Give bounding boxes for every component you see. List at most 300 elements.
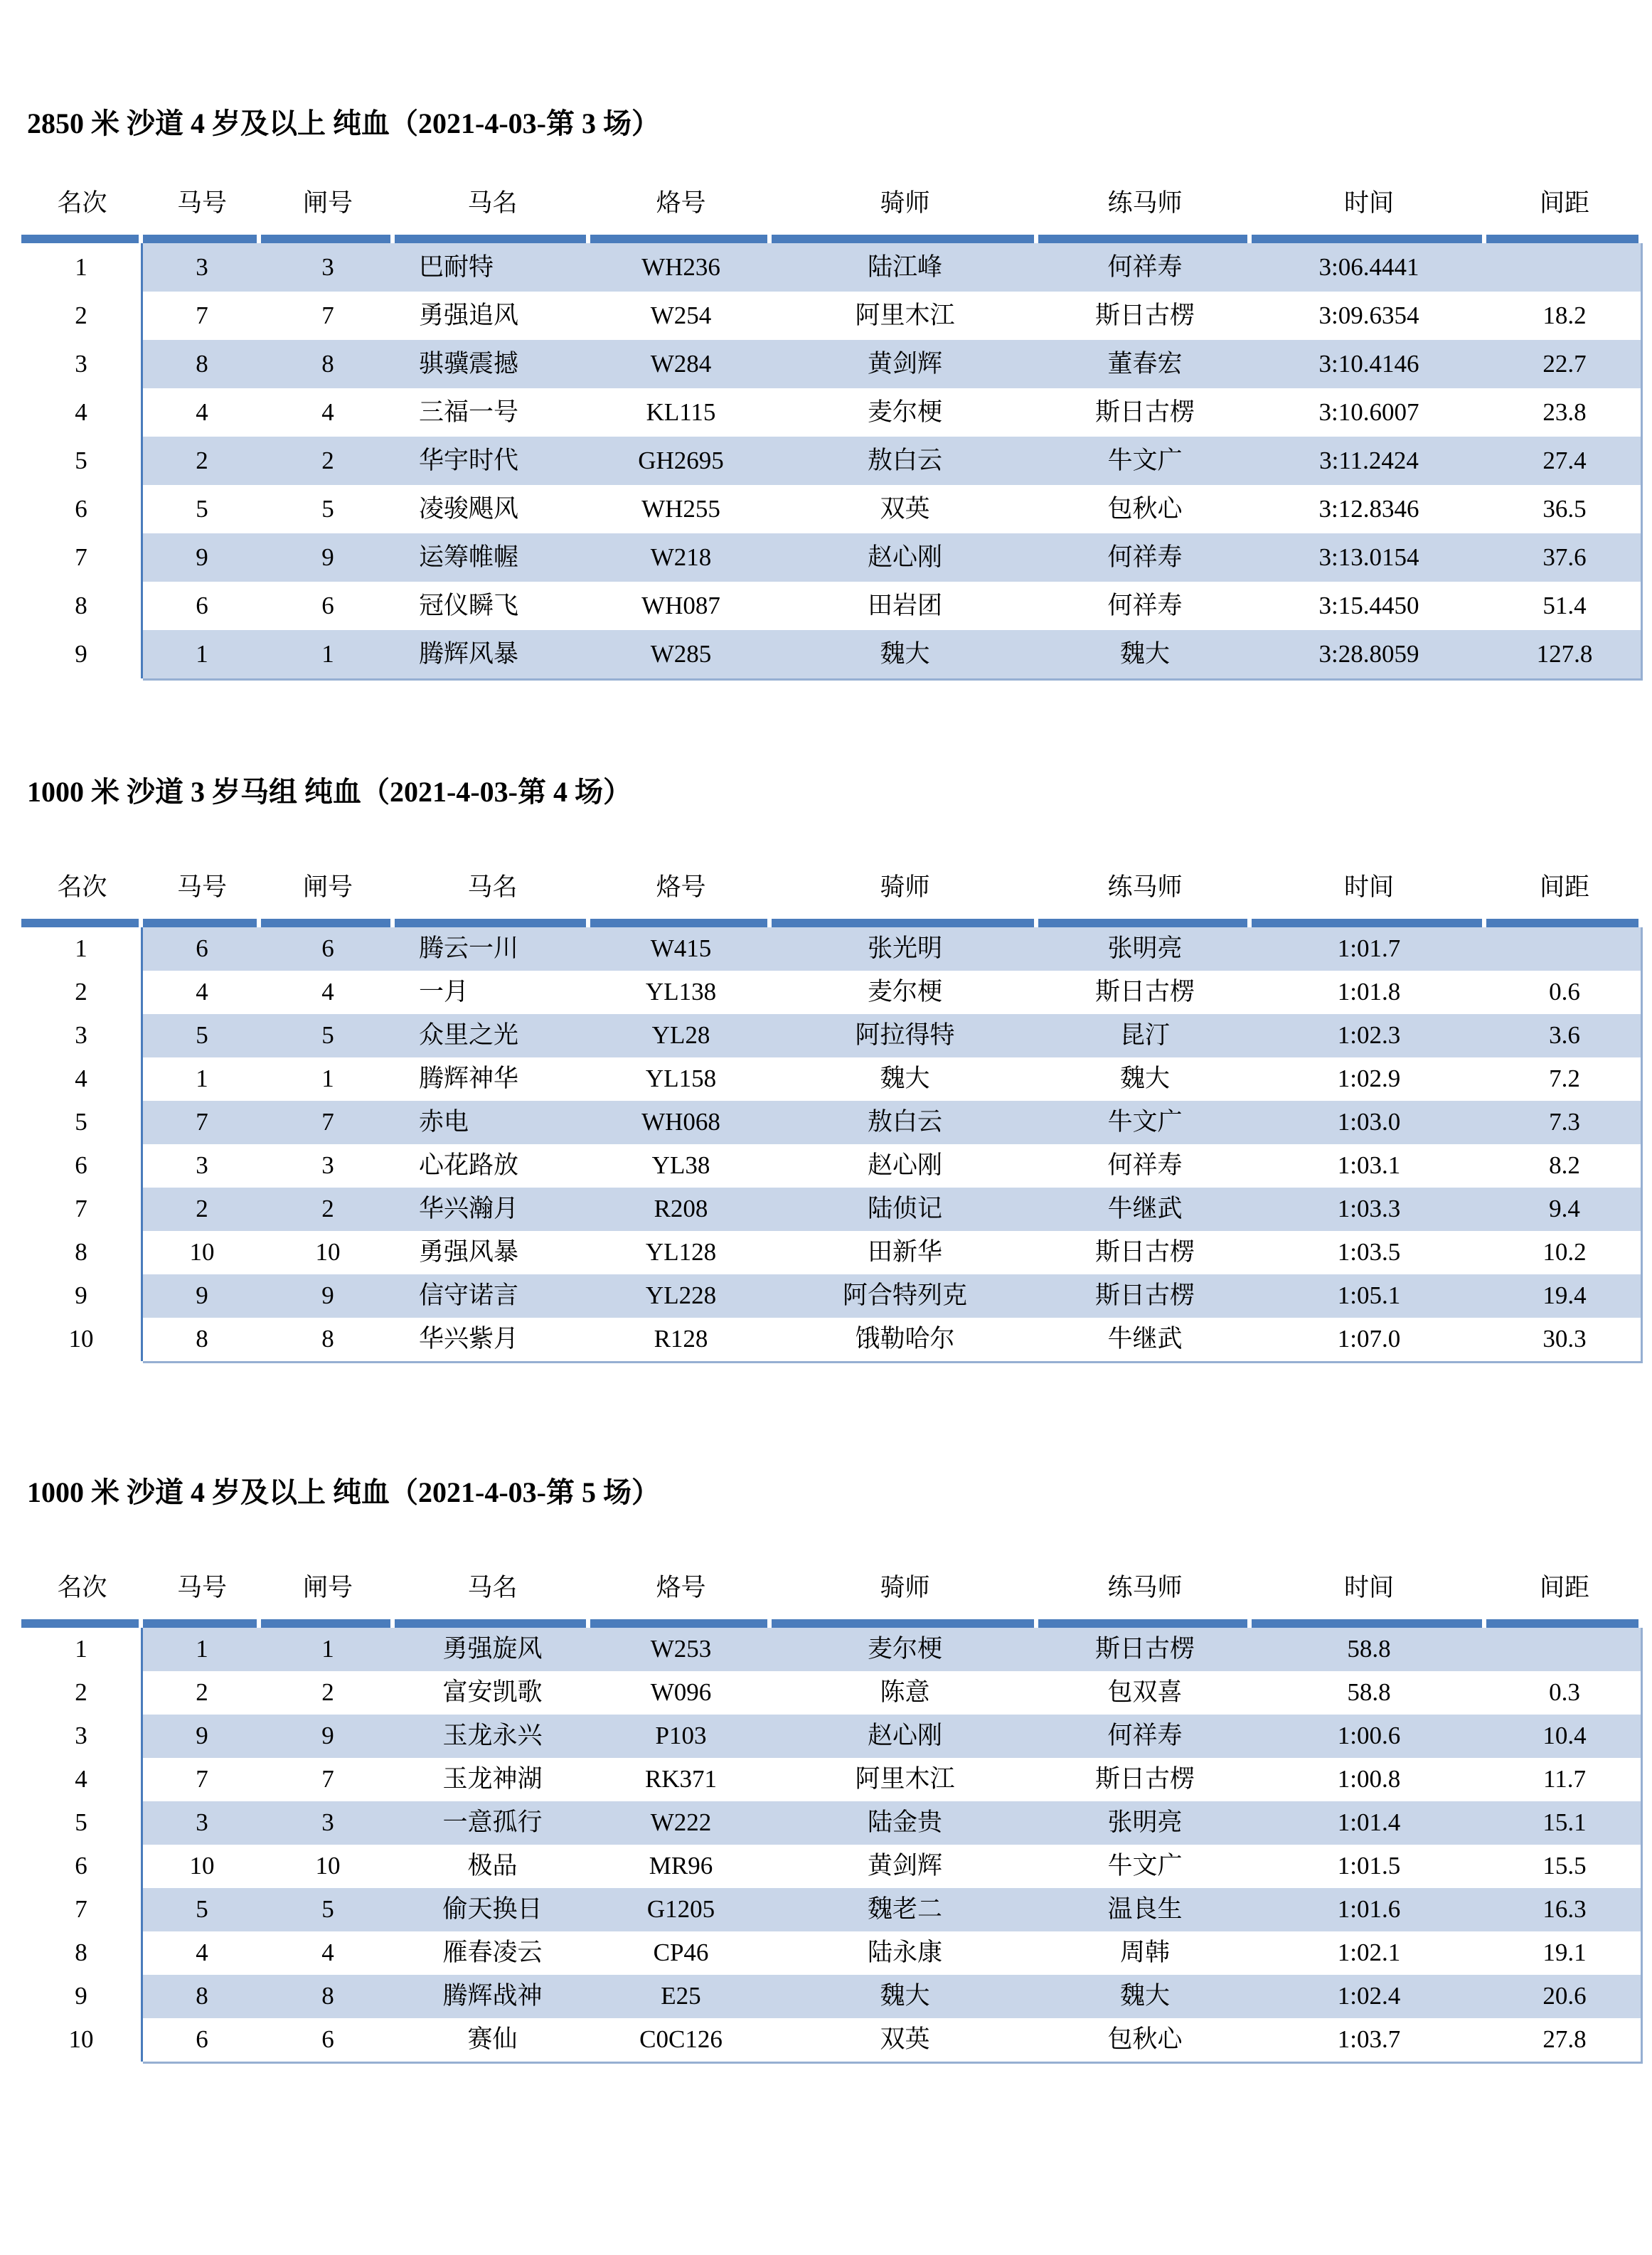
table-row — [21, 485, 1643, 533]
row-data-cells — [141, 243, 1643, 292]
cell-jockey: 敖白云 — [867, 446, 942, 474]
column-header-margin: 间距 — [1539, 1574, 1589, 1601]
row-data-cells — [141, 630, 1643, 678]
column-header-jockey: 骑师 — [880, 189, 930, 217]
cell-horse-number: 4 — [196, 978, 208, 1006]
cell-rank: 9 — [75, 639, 87, 668]
cell-rank: 1 — [75, 934, 87, 963]
cell-brand-number: WH255 — [641, 494, 720, 523]
cell-jockey: 阿里木江 — [855, 301, 955, 329]
top-border-segment — [772, 919, 1034, 927]
cell-gate-number: 1 — [321, 1635, 334, 1663]
cell-jockey: 魏大 — [880, 1065, 930, 1093]
cell-margin: 37.6 — [1542, 543, 1587, 571]
cell-rank: 5 — [75, 446, 87, 474]
top-border-segment — [590, 1619, 767, 1628]
cell-horse-name: 玉龙神湖 — [442, 1765, 543, 1793]
cell-horse-name: 骐骥震撼 — [419, 349, 519, 378]
cell-brand-number: W415 — [650, 934, 712, 963]
cell-horse-name: 极品 — [467, 1852, 518, 1880]
table-row — [21, 243, 1643, 292]
row-data-cells — [141, 1715, 1643, 1758]
column-header-trainer: 练马师 — [1107, 1574, 1183, 1601]
cell-trainer: 包双喜 — [1107, 1678, 1183, 1707]
cell-time: 1:05.1 — [1337, 1281, 1401, 1310]
column-header-gate-number: 闸号 — [302, 873, 353, 901]
cell-trainer: 何祥寿 — [1107, 543, 1183, 571]
cell-gate-number: 7 — [321, 301, 334, 329]
cell-horse-number: 5 — [196, 494, 208, 523]
row-data-cells — [141, 1888, 1643, 1931]
row-data-cells — [141, 1057, 1643, 1101]
column-header-horse-name: 马名 — [467, 189, 518, 217]
cell-rank: 9 — [75, 1982, 87, 2010]
table-rows — [21, 243, 1643, 678]
cell-gate-number: 8 — [321, 1982, 334, 2010]
table-right-border — [1641, 927, 1643, 1361]
cell-horse-name: 勇强追风 — [419, 301, 519, 329]
row-data-cells — [141, 1318, 1643, 1361]
cell-gate-number: 6 — [321, 934, 334, 963]
cell-margin: 22.7 — [1542, 349, 1587, 378]
cell-trainer: 牛文广 — [1107, 1108, 1183, 1136]
top-border-segment — [143, 1619, 257, 1628]
cell-margin: 7.2 — [1549, 1065, 1580, 1093]
cell-horse-name: 心花路放 — [419, 1151, 519, 1180]
top-border-segment — [772, 235, 1034, 243]
cell-jockey: 饿勒哈尔 — [855, 1325, 955, 1353]
cell-margin: 27.4 — [1542, 446, 1587, 474]
top-border-segment — [395, 235, 586, 243]
top-border-segment — [1486, 919, 1638, 927]
column-header-gate-number: 闸号 — [302, 189, 353, 217]
cell-jockey: 陆侦记 — [867, 1195, 942, 1223]
cell-horse-number: 3 — [196, 252, 208, 281]
cell-trainer: 魏大 — [1119, 639, 1170, 668]
cell-gate-number: 4 — [321, 978, 334, 1006]
column-header-brand-number: 烙号 — [656, 189, 706, 217]
cell-jockey: 魏老二 — [867, 1895, 942, 1924]
cell-time: 1:01.5 — [1337, 1852, 1401, 1880]
cell-jockey: 阿拉得特 — [855, 1021, 955, 1050]
table-right-border — [1641, 243, 1643, 678]
table-row — [21, 388, 1643, 437]
table-row — [21, 1888, 1643, 1931]
cell-horse-number: 2 — [196, 446, 208, 474]
row-data-cells — [141, 927, 1643, 971]
cell-horse-number: 1 — [196, 639, 208, 668]
cell-horse-number: 1 — [196, 1635, 208, 1663]
cell-gate-number: 2 — [321, 446, 334, 474]
cell-time: 3:28.8059 — [1318, 639, 1419, 668]
row-data-cells — [141, 1758, 1643, 1801]
column-header-rank: 名次 — [57, 189, 107, 217]
cell-horse-name: 勇强旋风 — [442, 1635, 543, 1663]
cell-gate-number: 8 — [321, 1325, 334, 1353]
table-header-row — [21, 1571, 1643, 1605]
cell-trainer: 斯日古楞 — [1094, 1281, 1195, 1310]
cell-gate-number: 5 — [321, 1021, 334, 1050]
cell-trainer: 何祥寿 — [1107, 1722, 1183, 1750]
cell-trainer: 魏大 — [1119, 1065, 1170, 1093]
cell-trainer: 昆汀 — [1119, 1021, 1170, 1050]
column-header-time: 时间 — [1343, 189, 1394, 217]
cell-horse-name: 腾云一川 — [419, 934, 519, 963]
cell-gate-number: 6 — [321, 2025, 334, 2054]
column-header-gate-number: 闸号 — [302, 1574, 353, 1601]
cell-trainer: 斯日古楞 — [1094, 978, 1195, 1006]
cell-margin: 8.2 — [1549, 1151, 1580, 1180]
cell-gate-number: 4 — [321, 1939, 334, 1967]
cell-horse-name: 三福一号 — [419, 398, 519, 426]
cell-brand-number: YL138 — [645, 978, 717, 1006]
column-header-horse-name: 马名 — [467, 873, 518, 901]
column-header-jockey: 骑师 — [880, 873, 930, 901]
cell-horse-name: 凌骏飓风 — [419, 494, 519, 523]
cell-horse-number: 5 — [196, 1895, 208, 1924]
table-top-border — [21, 919, 1643, 927]
row-data-cells — [141, 971, 1643, 1014]
cell-jockey: 麦尔梗 — [867, 978, 942, 1006]
cell-trainer: 何祥寿 — [1107, 252, 1183, 281]
column-header-rank: 名次 — [57, 1574, 107, 1601]
cell-brand-number: WH087 — [641, 591, 720, 619]
cell-time: 1:03.3 — [1337, 1195, 1401, 1223]
top-border-segment — [1038, 1619, 1247, 1628]
cell-margin: 10.2 — [1542, 1238, 1587, 1267]
cell-horse-number: 8 — [196, 1982, 208, 2010]
row-data-cells — [141, 1014, 1643, 1057]
row-data-cells — [141, 1231, 1643, 1274]
table-top-border — [21, 235, 1643, 243]
cell-margin: 0.3 — [1549, 1678, 1580, 1707]
cell-time: 3:09.6354 — [1318, 301, 1419, 329]
cell-time: 3:12.8346 — [1318, 494, 1419, 523]
cell-horse-name: 玉龙永兴 — [442, 1722, 543, 1750]
row-data-cells — [141, 340, 1643, 388]
cell-rank: 4 — [75, 1065, 87, 1093]
cell-rank: 7 — [75, 543, 87, 571]
cell-gate-number: 9 — [321, 1281, 334, 1310]
top-border-segment — [143, 235, 257, 243]
table-row — [21, 1057, 1643, 1101]
cell-rank: 2 — [75, 978, 87, 1006]
cell-trainer: 斯日古楞 — [1094, 398, 1195, 426]
cell-rank: 6 — [75, 1151, 87, 1180]
cell-jockey: 赵心刚 — [867, 543, 942, 571]
row-data-cells — [141, 1188, 1643, 1231]
column-header-trainer: 练马师 — [1107, 873, 1183, 901]
top-border-segment — [1038, 235, 1247, 243]
cell-jockey: 陆永康 — [867, 1939, 942, 1967]
table-row — [21, 533, 1643, 582]
cell-rank: 8 — [75, 1238, 87, 1267]
cell-margin: 23.8 — [1542, 398, 1587, 426]
row-data-cells — [141, 1801, 1643, 1845]
table-row — [21, 1144, 1643, 1188]
cell-gate-number: 10 — [315, 1238, 341, 1267]
cell-horse-name: 赤电 — [419, 1108, 469, 1136]
cell-brand-number: W218 — [650, 543, 712, 571]
cell-rank: 5 — [75, 1108, 87, 1136]
table-bottom-border — [143, 2062, 1643, 2064]
cell-jockey: 陆金贵 — [867, 1808, 942, 1837]
cell-rank: 7 — [75, 1195, 87, 1223]
cell-margin: 19.1 — [1542, 1939, 1587, 1967]
row-data-cells — [141, 1628, 1643, 1671]
table-row — [21, 927, 1643, 971]
cell-gate-number: 8 — [321, 349, 334, 378]
cell-time: 1:02.3 — [1337, 1021, 1401, 1050]
top-border-segment — [395, 1619, 586, 1628]
top-border-segment — [1252, 235, 1482, 243]
column-header-time: 时间 — [1343, 873, 1394, 901]
top-border-segment — [772, 1619, 1034, 1628]
cell-jockey: 魏大 — [880, 1982, 930, 2010]
cell-gate-number: 7 — [321, 1108, 334, 1136]
row-data-cells — [141, 2018, 1643, 2062]
cell-horse-name: 华兴瀚月 — [419, 1195, 519, 1223]
cell-margin: 18.2 — [1542, 301, 1587, 329]
cell-gate-number: 3 — [321, 1808, 334, 1837]
table-row — [21, 1628, 1643, 1671]
cell-time: 58.8 — [1347, 1635, 1391, 1663]
cell-trainer: 魏大 — [1119, 1982, 1170, 2010]
cell-trainer: 斯日古楞 — [1094, 1635, 1195, 1663]
table-row — [21, 1014, 1643, 1057]
cell-gate-number: 5 — [321, 494, 334, 523]
cell-gate-number: 5 — [321, 1895, 334, 1924]
cell-time: 1:03.7 — [1337, 2025, 1401, 2054]
cell-horse-name: 众里之光 — [419, 1021, 519, 1050]
cell-horse-name: 富安凯歌 — [442, 1678, 543, 1707]
column-header-margin: 间距 — [1539, 873, 1589, 901]
cell-margin: 9.4 — [1549, 1195, 1580, 1223]
cell-rank: 6 — [75, 1852, 87, 1880]
cell-brand-number: MR96 — [649, 1852, 713, 1880]
cell-time: 1:01.7 — [1337, 934, 1401, 963]
cell-gate-number: 9 — [321, 543, 334, 571]
column-header-margin: 间距 — [1539, 189, 1589, 217]
cell-brand-number: R128 — [654, 1325, 708, 1353]
cell-margin: 10.4 — [1542, 1722, 1587, 1750]
cell-trainer: 何祥寿 — [1107, 591, 1183, 619]
top-border-segment — [395, 919, 586, 927]
column-header-jockey: 骑师 — [880, 1574, 930, 1601]
table-row — [21, 1975, 1643, 2018]
cell-time: 1:01.6 — [1337, 1895, 1401, 1924]
cell-jockey: 黄剑辉 — [867, 349, 942, 378]
table-row — [21, 437, 1643, 485]
cell-brand-number: W285 — [650, 639, 712, 668]
cell-time: 3:10.6007 — [1318, 398, 1419, 426]
cell-rank: 1 — [75, 252, 87, 281]
cell-brand-number: YL158 — [645, 1065, 717, 1093]
cell-trainer: 斯日古楞 — [1094, 1238, 1195, 1267]
cell-gate-number: 2 — [321, 1195, 334, 1223]
cell-brand-number: W253 — [650, 1635, 712, 1663]
row-data-cells — [141, 292, 1643, 340]
cell-margin: 51.4 — [1542, 591, 1587, 619]
cell-margin: 0.6 — [1549, 978, 1580, 1006]
cell-brand-number: KL115 — [646, 398, 716, 426]
cell-brand-number: W254 — [650, 301, 712, 329]
table-right-border — [1641, 1628, 1643, 2062]
cell-time: 1:03.5 — [1337, 1238, 1401, 1267]
cell-jockey: 敖白云 — [867, 1108, 942, 1136]
cell-rank: 3 — [75, 1722, 87, 1750]
cell-time: 1:07.0 — [1337, 1325, 1401, 1353]
cell-rank: 6 — [75, 494, 87, 523]
cell-rank: 2 — [75, 301, 87, 329]
cell-gate-number: 7 — [321, 1765, 334, 1793]
cell-gate-number: 3 — [321, 252, 334, 281]
table-row — [21, 340, 1643, 388]
cell-jockey: 黄剑辉 — [867, 1852, 942, 1880]
cell-horse-number: 2 — [196, 1678, 208, 1707]
top-border-segment — [1038, 919, 1247, 927]
cell-trainer: 斯日古楞 — [1094, 1765, 1195, 1793]
cell-rank: 2 — [75, 1678, 87, 1707]
cell-horse-name: 一意孤行 — [442, 1808, 543, 1837]
cell-trainer: 牛文广 — [1107, 1852, 1183, 1880]
cell-horse-name: 一月 — [419, 978, 469, 1006]
cell-trainer: 牛文广 — [1107, 446, 1183, 474]
cell-jockey: 田岩团 — [867, 591, 942, 619]
cell-horse-name: 腾辉战神 — [442, 1982, 543, 2010]
cell-horse-name: 勇强风暴 — [419, 1238, 519, 1267]
table-header-row — [21, 870, 1643, 905]
table-top-border — [21, 1619, 1643, 1628]
cell-trainer: 何祥寿 — [1107, 1151, 1183, 1180]
table-row — [21, 292, 1643, 340]
row-data-cells — [141, 582, 1643, 630]
cell-margin: 19.4 — [1542, 1281, 1587, 1310]
cell-rank: 8 — [75, 591, 87, 619]
race-title: 1000 米 沙道 4 岁及以上 纯血（2021-4-03-第 5 场） — [27, 1476, 660, 1508]
row-data-cells — [141, 1931, 1643, 1975]
row-data-cells — [141, 485, 1643, 533]
cell-horse-name: 华兴紫月 — [419, 1325, 519, 1353]
cell-time: 3:10.4146 — [1318, 349, 1419, 378]
cell-horse-number: 8 — [196, 1325, 208, 1353]
top-border-segment — [590, 919, 767, 927]
row-data-cells — [141, 1274, 1643, 1318]
column-header-horse-number: 马号 — [176, 1574, 227, 1601]
cell-trainer: 牛继武 — [1107, 1325, 1183, 1353]
cell-brand-number: CP46 — [653, 1939, 709, 1967]
table-row — [21, 1101, 1643, 1144]
table-row — [21, 1845, 1643, 1888]
cell-horse-number: 5 — [196, 1021, 208, 1050]
cell-horse-number: 10 — [189, 1238, 215, 1267]
cell-horse-number: 8 — [196, 349, 208, 378]
cell-horse-number: 3 — [196, 1808, 208, 1837]
cell-horse-name: 冠仪瞬飞 — [419, 591, 519, 619]
cell-rank: 4 — [75, 1765, 87, 1793]
cell-brand-number: WH068 — [641, 1108, 720, 1136]
cell-horse-number: 9 — [196, 1281, 208, 1310]
cell-brand-number: GH2695 — [638, 446, 724, 474]
top-border-segment — [1486, 235, 1638, 243]
cell-horse-name: 偷天换日 — [442, 1895, 543, 1924]
row-data-cells — [141, 1975, 1643, 2018]
cell-jockey: 陆江峰 — [867, 252, 942, 281]
cell-gate-number: 3 — [321, 1151, 334, 1180]
cell-rank: 10 — [68, 1325, 94, 1353]
cell-horse-number: 9 — [196, 543, 208, 571]
cell-jockey: 双英 — [880, 2025, 930, 2054]
row-data-cells — [141, 1144, 1643, 1188]
cell-rank: 1 — [75, 1635, 87, 1663]
top-border-segment — [21, 235, 139, 243]
top-border-segment — [1252, 1619, 1482, 1628]
cell-brand-number: P103 — [655, 1722, 707, 1750]
table-row — [21, 1801, 1643, 1845]
column-header-horse-name: 马名 — [467, 1574, 518, 1601]
cell-horse-number: 1 — [196, 1065, 208, 1093]
column-header-brand-number: 烙号 — [656, 873, 706, 901]
cell-time: 1:02.1 — [1337, 1939, 1401, 1967]
cell-horse-name: 腾辉神华 — [419, 1065, 519, 1093]
cell-time: 58.8 — [1347, 1678, 1391, 1707]
table-row — [21, 1318, 1643, 1361]
cell-brand-number: YL38 — [651, 1151, 710, 1180]
race-title: 2850 米 沙道 4 岁及以上 纯血（2021-4-03-第 3 场） — [27, 107, 660, 139]
table-row — [21, 1715, 1643, 1758]
column-header-time: 时间 — [1343, 1574, 1394, 1601]
cell-horse-number: 7 — [196, 301, 208, 329]
column-header-trainer: 练马师 — [1107, 189, 1183, 217]
table-row — [21, 1758, 1643, 1801]
cell-margin: 27.8 — [1542, 2025, 1587, 2054]
table-row — [21, 1671, 1643, 1715]
top-border-segment — [1252, 919, 1482, 927]
top-border-segment — [261, 919, 390, 927]
cell-time: 1:03.1 — [1337, 1151, 1401, 1180]
cell-brand-number: W284 — [650, 349, 712, 378]
cell-margin: 3.6 — [1549, 1021, 1580, 1050]
cell-gate-number: 10 — [315, 1852, 341, 1880]
cell-gate-number: 1 — [321, 639, 334, 668]
cell-time: 1:01.8 — [1337, 978, 1401, 1006]
cell-trainer: 包秋心 — [1107, 494, 1183, 523]
table-bottom-border — [143, 678, 1643, 681]
cell-horse-number: 6 — [196, 2025, 208, 2054]
cell-time: 1:01.4 — [1337, 1808, 1401, 1837]
cell-jockey: 张光明 — [867, 934, 942, 963]
cell-horse-name: 信守诺言 — [419, 1281, 519, 1310]
table-row — [21, 1188, 1643, 1231]
cell-time: 3:06.4441 — [1318, 252, 1419, 281]
cell-time: 1:03.0 — [1337, 1108, 1401, 1136]
cell-trainer: 斯日古楞 — [1094, 301, 1195, 329]
table-rows — [21, 1628, 1643, 2062]
race-title: 1000 米 沙道 3 岁马组 纯血（2021-4-03-第 4 场） — [27, 776, 632, 808]
cell-rank: 3 — [75, 349, 87, 378]
table-row — [21, 2018, 1643, 2062]
cell-brand-number: W096 — [650, 1678, 712, 1707]
cell-rank: 7 — [75, 1895, 87, 1924]
cell-horse-name: 华宇时代 — [419, 446, 519, 474]
cell-horse-number: 10 — [189, 1852, 215, 1880]
cell-time: 1:00.6 — [1337, 1722, 1401, 1750]
table-header-row — [21, 186, 1643, 220]
cell-margin: 11.7 — [1543, 1765, 1586, 1793]
cell-jockey: 麦尔梗 — [867, 398, 942, 426]
cell-margin: 15.5 — [1542, 1852, 1587, 1880]
cell-brand-number: W222 — [650, 1808, 712, 1837]
